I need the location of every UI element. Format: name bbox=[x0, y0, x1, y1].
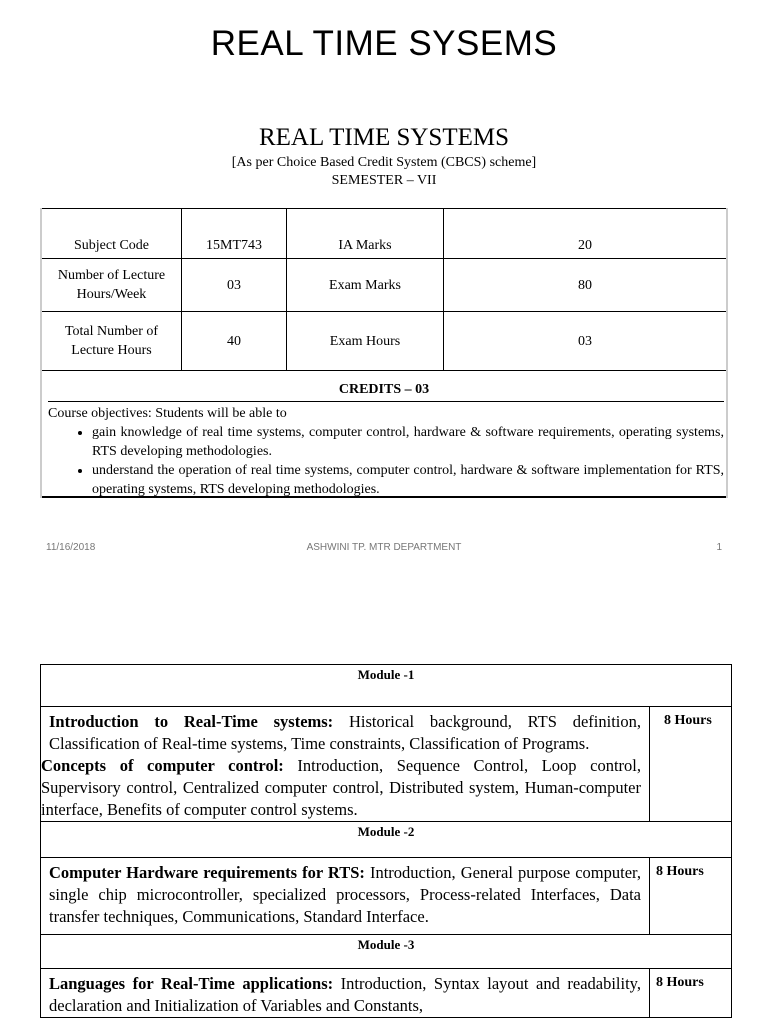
course-info-table bbox=[42, 208, 726, 371]
document-subtitle: [As per Choice Based Credit System (CBCS) scheme] bbox=[231, 155, 537, 170]
objectives-heading: Course objectives bbox=[48, 406, 148, 421]
module-header-row bbox=[41, 822, 732, 858]
modules-table-container bbox=[40, 664, 732, 1024]
module-1-hours: 8 Hours bbox=[650, 707, 732, 822]
exam-hours-value: 03 bbox=[444, 312, 727, 371]
exam-marks-value: 80 bbox=[444, 259, 727, 312]
module-3-topic-1-text: Introduction, Syntax layout and readability, declaration and Initialization of Variables and Constants, bbox=[49, 974, 641, 1015]
module-3-row bbox=[41, 969, 732, 1018]
document-title: REAL TIME SYSTEMS bbox=[258, 124, 510, 151]
list-item: • understand the operation of real time systems, computer control, hardware & software implementation for RTS, operating systems, RTS developing methodologies. bbox=[92, 461, 724, 499]
footer-date: 11/16/2018 bbox=[46, 542, 96, 553]
module-1-description bbox=[41, 707, 650, 822]
module-1-para-2 bbox=[41, 755, 641, 821]
lecture-hours-week-value: 03 bbox=[182, 259, 287, 312]
module-1-topic-1-text: Historical background, RTS definition, Classification of Real-time systems, Time constraints, Classification of Programs. bbox=[49, 712, 641, 753]
module-header-row bbox=[41, 665, 732, 707]
subject-code-label: Subject Code bbox=[42, 209, 182, 259]
module-2-heading: Module -2 bbox=[41, 822, 732, 858]
module-2-topic-1-text: Introduction, General purpose computer, single chip microcontroller, specialized processors, Process-related Interfaces, Data transfer techniques, Communications, Standard Interface. bbox=[49, 863, 641, 926]
table-row bbox=[42, 312, 726, 371]
semester-label: SEMESTER – VII bbox=[331, 173, 437, 188]
module-2-row bbox=[41, 858, 732, 935]
objectives-intro: : Students will be able to bbox=[147, 406, 287, 421]
exam-hours-label: Exam Hours bbox=[287, 312, 444, 371]
module-3-topic-1: Languages for Real-Time applications: bbox=[49, 974, 334, 993]
module-3-description bbox=[41, 969, 650, 1018]
total-lecture-hours-value: 40 bbox=[182, 312, 287, 371]
course-objectives bbox=[48, 401, 724, 499]
ia-marks-value: 20 bbox=[444, 209, 727, 259]
ia-marks-label: IA Marks bbox=[287, 209, 444, 259]
course-info-box bbox=[40, 208, 728, 498]
table-row bbox=[42, 209, 726, 259]
module-1-topic-1: Introduction to Real-Time systems: bbox=[49, 712, 334, 731]
module-3-hours: 8 Hours bbox=[650, 969, 732, 1018]
module-2-topic-1: Computer Hardware requirements for RTS: bbox=[49, 863, 365, 882]
objectives-list bbox=[48, 423, 724, 499]
lecture-hours-week-label: Number of Lecture Hours/Week bbox=[42, 259, 182, 312]
module-3-heading: Module -3 bbox=[41, 935, 732, 969]
modules-table bbox=[40, 664, 732, 1018]
exam-marks-label: Exam Marks bbox=[287, 259, 444, 312]
module-1-heading: Module -1 bbox=[41, 665, 732, 707]
module-2-hours: 8 Hours bbox=[650, 858, 732, 935]
total-lecture-hours-label: Total Number of Lecture Hours bbox=[42, 312, 182, 371]
slide-title: REAL TIME SYSEMS bbox=[210, 24, 558, 63]
module-2-description bbox=[41, 858, 650, 935]
footer-author: ASHWINI TP. MTR DEPARTMENT bbox=[306, 542, 462, 553]
module-1-row bbox=[41, 707, 732, 822]
module-1-topic-2: Concepts of computer control: bbox=[41, 756, 284, 775]
module-1-para-1 bbox=[49, 711, 641, 755]
divider bbox=[42, 496, 726, 498]
footer-page-number: 1 bbox=[716, 542, 722, 553]
list-item: • gain knowledge of real time systems, computer control, hardware & software requirements, operating systems, RTS developing methodologies. bbox=[92, 423, 724, 461]
subject-code-value: 15MT743 bbox=[182, 209, 287, 259]
table-row bbox=[42, 259, 726, 312]
credits-line: CREDITS – 03 bbox=[338, 382, 430, 397]
module-header-row bbox=[41, 935, 732, 969]
module-1-topic-2-text: Introduction, Sequence Control, Loop control, Supervisory control, Centralized computer control, Distributed system, Human-computer interface, Benefits of computer control systems. bbox=[41, 756, 641, 819]
